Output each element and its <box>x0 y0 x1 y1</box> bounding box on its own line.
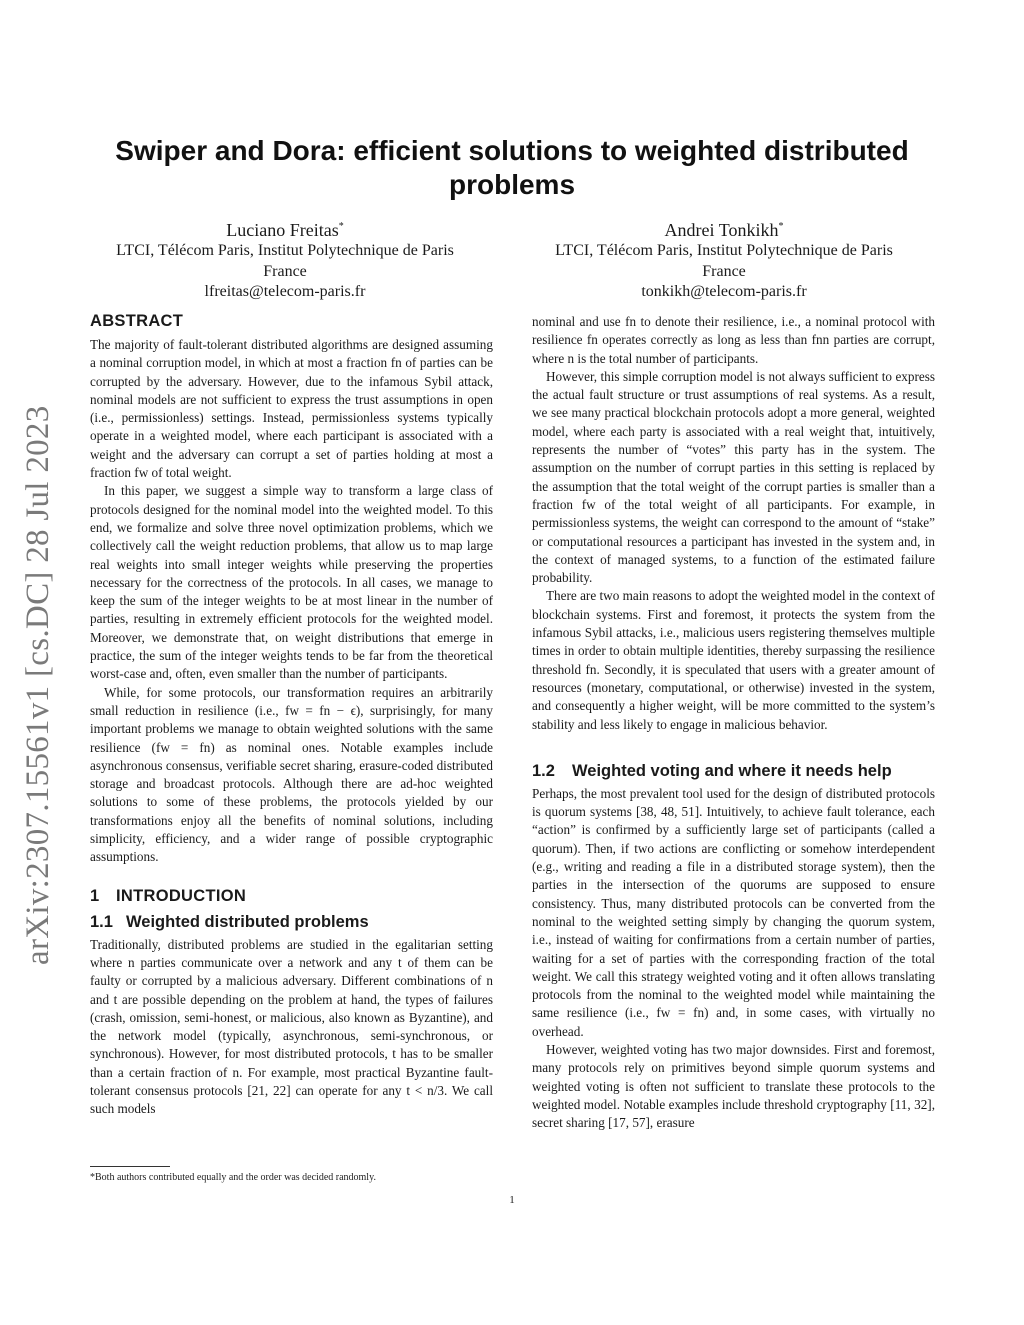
footnote: *Both authors contributed equally and the order was decided randomly. <box>90 1172 376 1183</box>
paper-title: Swiper and Dora: efficient solutions to weighted distributed problems <box>115 135 909 200</box>
section-heading-introduction: 1 INTRODUCTION <box>90 886 247 905</box>
abstract-heading: ABSTRACT <box>90 312 184 330</box>
author-country: France <box>702 262 746 280</box>
author-affiliation: LTCI, Télécom Paris, Institut Polytechnique de Paris <box>555 242 893 259</box>
body-paragraph: There are two main reasons to adopt the weighted model in the context of blockchain systems. First and foremost, it protects the system from the infamous Sybil attacks, i.e., malicious users registering themselves multiple times in order to obtain multiple identities, thereby surpassing the resilience threshold fn. Secondly, it is speculated that users with a greater amount of resources (monetary, computational, or otherwise) invested in the system, and consequently a higher weight, will be more committed to the system’s stability and less likely to engage in malicious behavior. <box>532 588 935 732</box>
abstract-paragraph: While, for some protocols, our transformation requires an arbitrarily small reduction in resilience (i.e., fw = fn − ϵ), surprisingly, for many important problems we manage to obtain weighted solutions with the same resilience (fw = fn) as nominal ones. Notable examples include asynchronous consensus, verifiable secret sharing, erasure-coded distributed storage and broadcast protocols. Although there are ad-hoc weighted solutions to some of these problems, the protocols yielded by our transformations enjoy all the benefits of nominal solutions, including simplicity, efficiency, and a wider range of possible cryptographic assumptions. <box>90 684 493 865</box>
author-block <box>514 216 934 303</box>
body-paragraph: However, weighted voting has two major downsides. First and foremost, many protocols rely on primitives beyond simple quorum systems and weighted voting is often not sufficient to translate these protocols to the weighted model. Notable examples include threshold cryptography [11, 32], secret sharing [17, 57], erasure <box>532 1041 935 1131</box>
body-paragraph: Perhaps, the most prevalent tool used for the design of distributed protocols is quorum systems [38, 48, 51]. Intuitively, to achieve fault tolerance, each “action” is confirmed by a sufficiently large set of participants (called a quorum). Then, if two actions are conflicting or somehow interdependent (e.g., writing and reading a file in a distributed storage system), then the parties in the intersection of the quorums are supposed to ensure consistency. Thus, many distributed protocols can be converted from the nominal to the weighted setting simply by changing the quorum system, i.e., instead of waiting for confirmations from a certain number of parties, waiting for a set of parties with the corresponding fraction of the total weight. We call this strategy weighted voting and it often allows translating protocols from the nominal to the weighted model while maintaining the same resilience (i.e., fw = fn) and, in some cases, with virtually no overhead. <box>532 785 935 1039</box>
author-block <box>75 216 495 303</box>
author-name: Luciano Freitas* <box>226 220 344 240</box>
page-number: 1 <box>509 1194 515 1206</box>
left-column <box>90 310 493 1119</box>
body-paragraph: Traditionally, distributed problems are studied in the egalitarian setting where n parties communicate over a network and any t of them can be faulty or corrupted by a malicious adversary. Different combinations of n and t are possible depending on the problem at hand, the types of failures (crash, omission, semi-honest, or malicious, also known as Byzantine), and the network model (typically, asynchronous, semi-synchronous, or synchronous). However, for most distributed protocols, t has to be smaller than a certain fraction of n. For example, most practical Byzantine fault-tolerant consensus protocols [21, 22] can operate for any t < n/3. We call such models <box>90 936 493 1117</box>
right-column <box>532 313 935 1132</box>
subsection-heading-weighted-problems: 1.1 Weighted distributed problems <box>90 912 369 931</box>
author-mark: * <box>338 221 344 232</box>
author-name: Andrei Tonkikh* <box>664 220 784 240</box>
footnote-rule <box>90 1166 170 1167</box>
subsection-heading-weighted-voting: 1.2 Weighted voting and where it needs help <box>532 761 892 780</box>
author-country: France <box>263 262 307 280</box>
abstract-paragraph: The majority of fault-tolerant distributed algorithms are designed assuming a nominal corruption model, in which at most a fraction fn of parties can be corrupted by the adversary. However, due to the infamous Sybil attack, nominal models are not sufficient to express the trust assumptions in open (i.e., permissionless) settings. Instead, permissionless systems typically operate in a weighted model, where each participant is associated with a weight and the adversary can corrupt a set of parties holding at most a fraction fw of total weight. <box>90 337 493 481</box>
author-affiliation: LTCI, Télécom Paris, Institut Polytechnique de Paris <box>116 242 454 259</box>
author-email[interactable]: tonkikh@telecom-paris.fr <box>641 283 807 300</box>
author-mark: * <box>778 221 784 232</box>
author-email[interactable]: lfreitas@telecom-paris.fr <box>204 283 366 300</box>
abstract-paragraph: In this paper, we suggest a simple way to transform a large class of protocols designed for the nominal model into the weighted model. To this end, we formalize and solve three novel optimization problems, which we collectively call the weight reduction problems, that allow us to map large real weights into small integer weights while preserving the properties necessary for the correctness of the protocols. In all cases, we manage to keep the sum of the integer weights to be at most linear in the number of parties, resulting in extremely efficient protocols for the weighted model. Moreover, we demonstrate that, on weight distributions that emerge in practice, the sum of the integer weights tends to be far from the theoretical worst-case and, often, even smaller than the number of participants. <box>90 483 493 682</box>
body-paragraph: nominal and use fn to denote their resilience, i.e., a nominal protocol with resilience fn operates correctly as long as less than fnn parties are corrupt, where n is the total number of participants. <box>532 314 935 366</box>
body-paragraph: However, this simple corruption model is not always sufficient to express the actual fault structure or trust assumptions of real systems. As a result, we see many practical blockchain protocols adopt a more general, weighted model, where each party is associated with a real weight that, intuitively, represents the number of “votes” this party has in the system. The assumption on the number of corrupt parties in this setting is replaced by the assumption that the total weight of the corrupt parties is smaller than a fraction fw of the total weight of all participants. For example, in permissionless systems, the weight can correspond to the amount of “stake” or computational resources a participant has invested in the system and, in the context of managed systems, to a function of the estimated failure probability. <box>532 368 935 586</box>
arxiv-identifier: arXiv:2307.15561v1 [cs.DC] 28 Jul 2023 <box>20 405 56 965</box>
